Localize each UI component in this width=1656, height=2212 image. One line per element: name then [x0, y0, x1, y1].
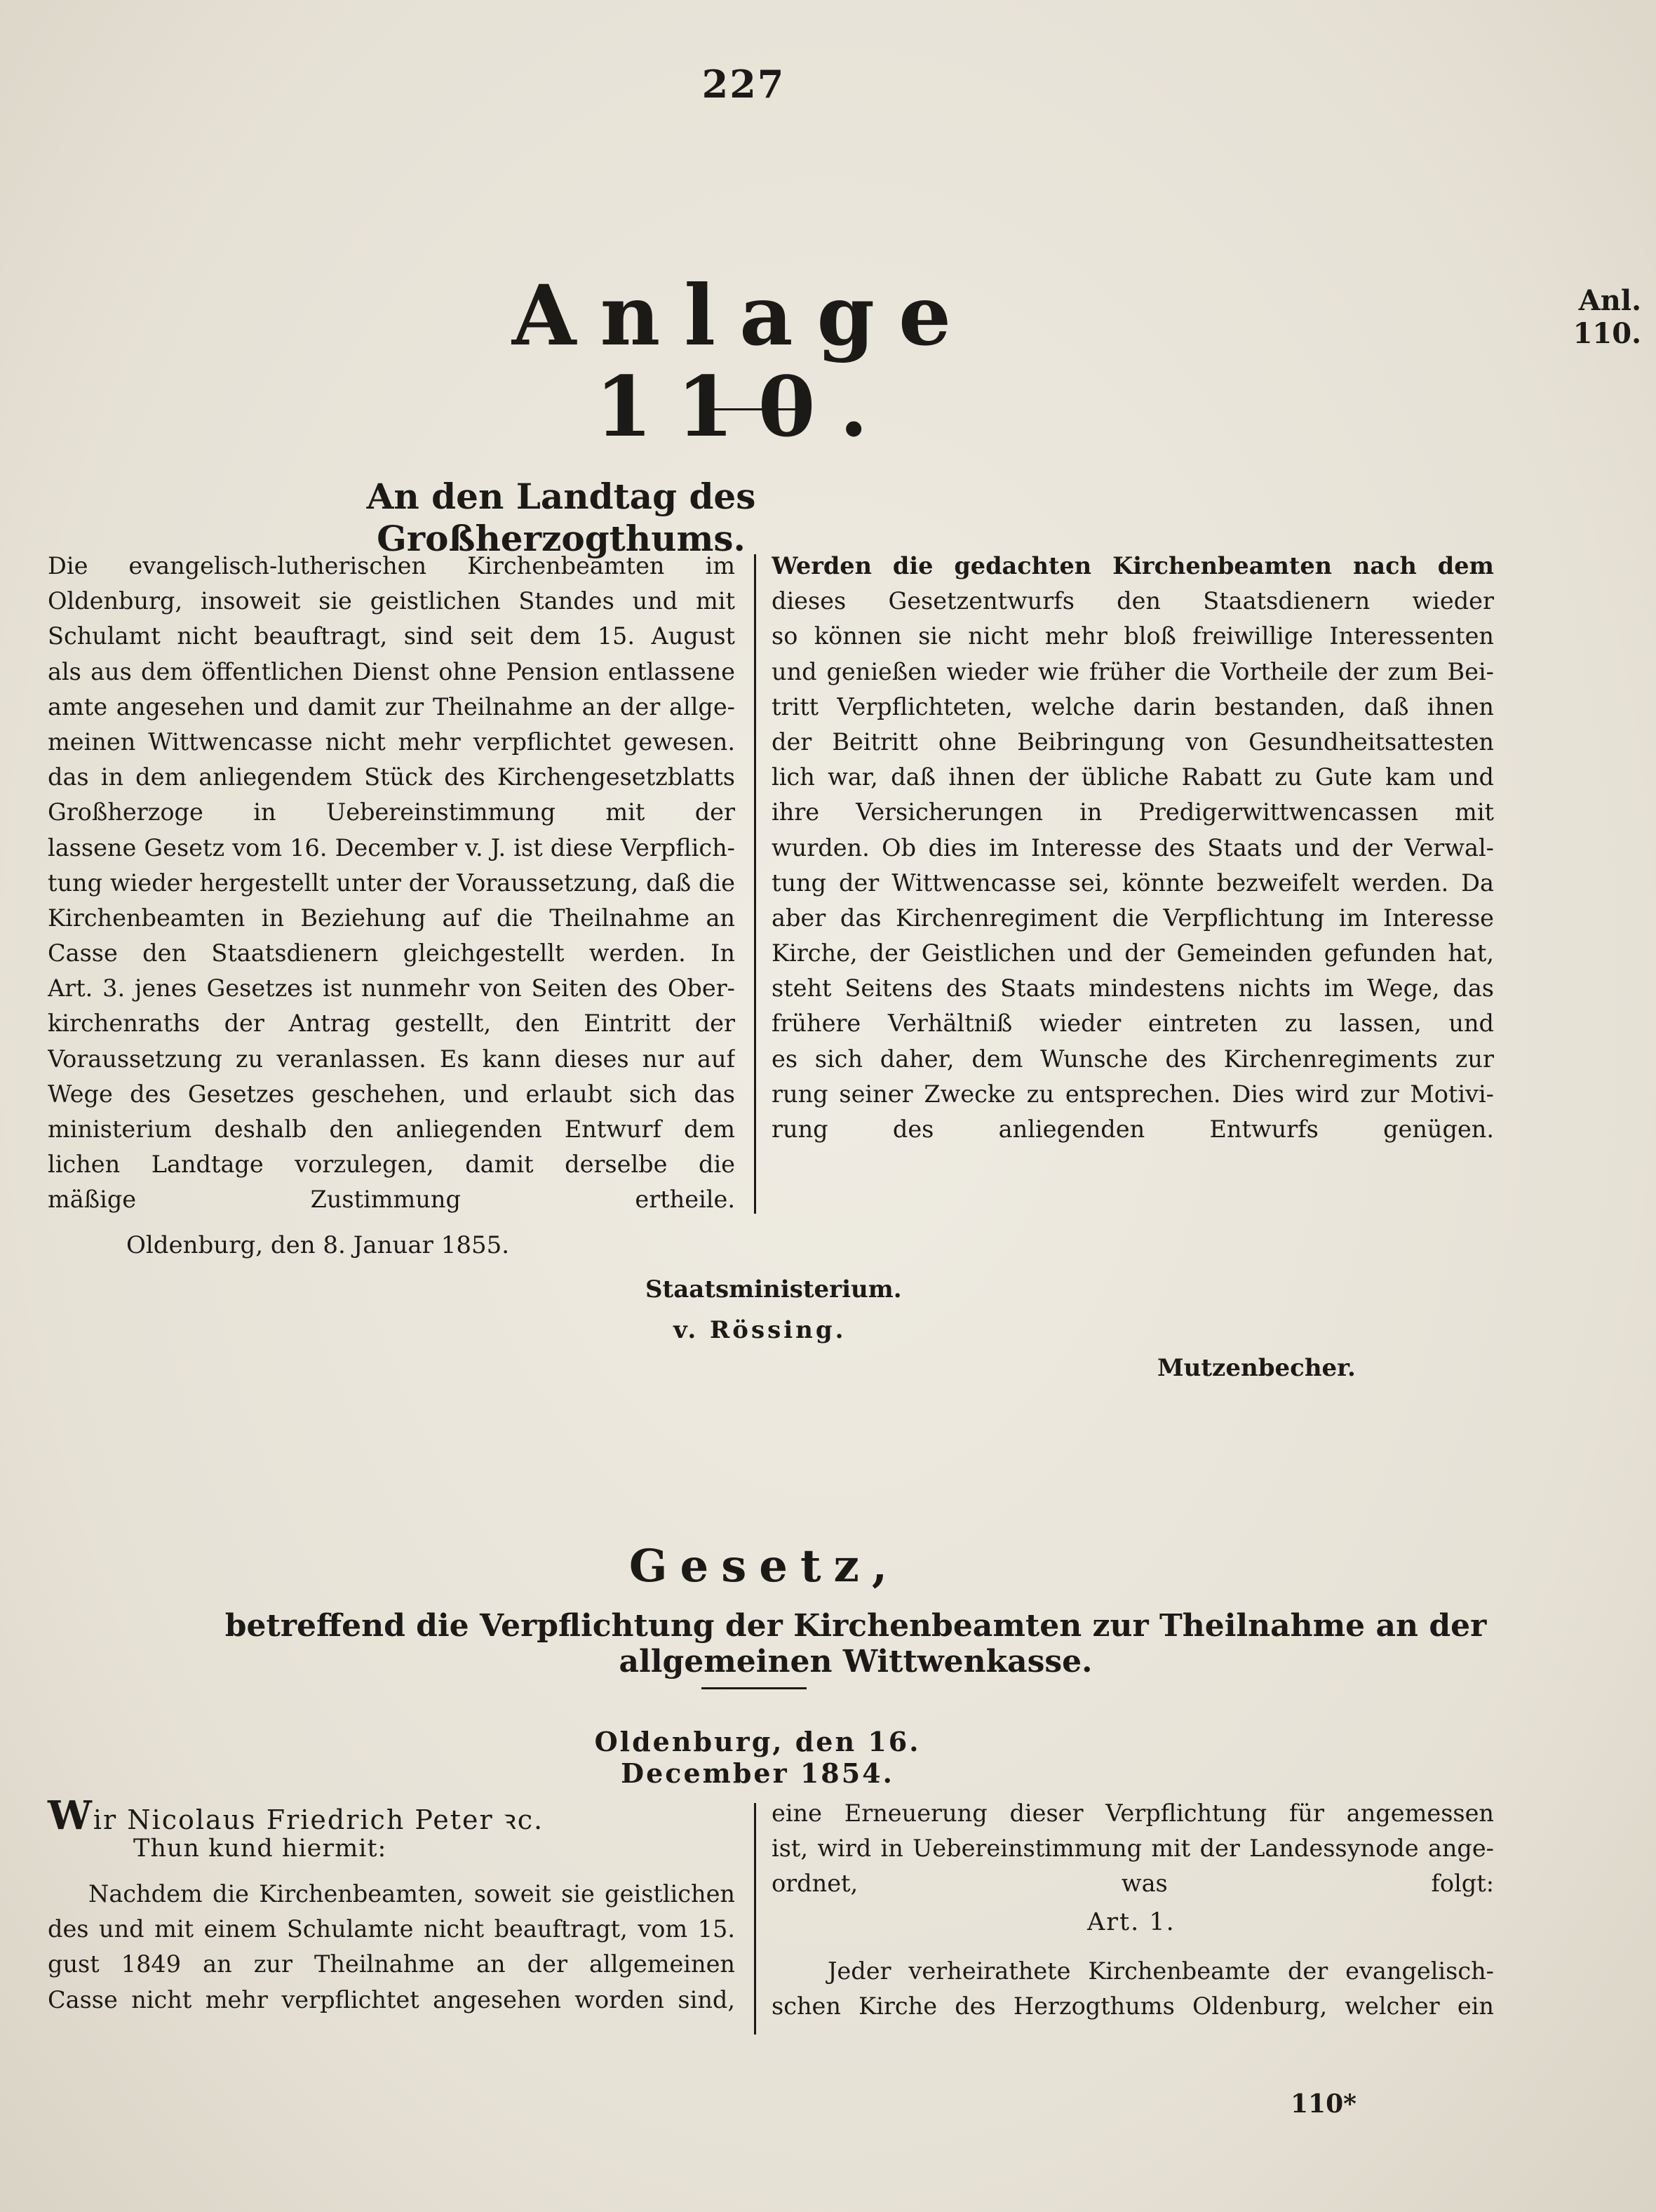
right-line: so können sie nicht mehr bloß freiwillige Interessenten	[772, 622, 1494, 650]
signature-name-2: Mutzenbecher.	[1157, 1354, 1356, 1382]
law-rule	[701, 1687, 807, 1689]
left-line: kirchenraths der Antrag gestellt, den Eintritt der	[48, 1010, 735, 1038]
title-rule	[701, 408, 807, 410]
law-left-column	[48, 1877, 735, 2018]
law-right-line: eine Erneuerung dieser Verpflichtung für angemessen	[772, 1799, 1494, 1827]
law-intro-initial: W	[48, 1792, 93, 1839]
law-left-line: des und mit einem Schulamte nicht beauftragt, vom 15.	[48, 1915, 735, 1943]
left-line: Casse den Staatsdienern gleichgestellt werden. In	[48, 939, 735, 967]
right-line: aber das Kirchenregiment die Verpflichtung im Interesse	[772, 904, 1494, 932]
left-line: Wege des Gesetzes geschehen, und erlaubt sich das	[48, 1080, 735, 1108]
law-intro-text: ir Nicolaus Friedrich Peter ꝛc.	[93, 1804, 544, 1835]
law-subtitle: betreffend die Verpflichtung der Kirchenbeamten zur Theilnahme an der allgemeinen Wittwenkasse.	[224, 1608, 1487, 1680]
right-line: der Beitritt ohne Beibringung von Gesundheitsattesten	[772, 728, 1494, 756]
left-line: Voraussetzung zu veranlassen. Es kann dieses nur auf	[48, 1045, 735, 1073]
left-line: mäßige Zustimmung ertheile.	[48, 1186, 735, 1214]
right-line: tritt Verpflichteten, welche darin bestanden, daß ihnen	[772, 692, 1494, 720]
left-line: Großherzoge in Uebereinstimmung mit der	[48, 798, 735, 826]
law-right-line: ist, wird in Uebereinstimmung mit der Landessynode ange-	[772, 1835, 1494, 1863]
law-left-line: Nachdem die Kirchenbeamten, soweit sie geistlichen	[88, 1880, 735, 1908]
left-line: lassene Gesetz vom 16. December v. J. ist diese Verpflich-	[48, 833, 735, 862]
law-right-column-top	[772, 1796, 1494, 1902]
left-line: Oldenburg, insoweit sie geistlichen Standes und mit	[48, 587, 735, 615]
right-line: Werden die gedachten Kirchenbeamten nach dem	[772, 552, 1494, 579]
right-line: rung seiner Zwecke zu entsprechen. Dies wird zur Motivi-	[772, 1080, 1494, 1108]
left-line: als aus dem öffentlichen Dienst ohne Pension entlassene	[48, 657, 735, 685]
signature-mark: 110*	[1291, 2089, 1357, 2119]
right-line: dieses Gesetzentwurfs den Staatsdienern wieder	[772, 587, 1494, 615]
law-right-line: Jeder verheirathete Kirchenbeamte der evangelisch-	[828, 1957, 1494, 1985]
right-line: es sich daher, dem Wunsche des Kirchenregiments zur	[772, 1045, 1494, 1073]
right-line: und genießen wieder wie früher die Vortheile der zum Bei-	[772, 657, 1494, 685]
law-right-line: schen Kirche des Herzogthums Oldenburg, welcher ein	[772, 1992, 1494, 2020]
law-right-line: ordnet, was folgt:	[772, 1870, 1494, 1898]
law-left-line: Casse nicht mehr verpflichtet angesehen worden sind,	[48, 1985, 735, 2013]
annex-margin-ref: Anl. 110.	[1573, 284, 1641, 350]
right-line: ihre Versicherungen in Predigerwittwencassen mit	[772, 798, 1494, 826]
right-line: rung des anliegenden Entwurfs genügen.	[772, 1115, 1494, 1143]
right-line: wurden. Ob dies im Interesse des Staats und der Verwal-	[772, 833, 1494, 862]
law-date: Oldenburg, den 16. December 1854.	[594, 1726, 921, 1789]
right-line: steht Seitens des Staats mindestens nichts im Wege, das	[772, 974, 1494, 1003]
page-number: 227	[701, 62, 786, 107]
article-heading: Art. 1.	[1087, 1908, 1176, 1936]
law-right-column-bottom	[772, 1954, 1494, 2024]
left-line: Die evangelisch-lutherischen Kirchenbeamten im	[48, 552, 735, 579]
recipient-heading: An den Landtag des Großherzogthums.	[366, 476, 756, 559]
left-line: das in dem anliegendem Stück des Kirchengesetzblatts	[48, 763, 735, 791]
right-column	[772, 549, 1494, 1147]
law-intro	[48, 1792, 544, 1839]
signature-ministry: Staatsministerium.	[645, 1275, 902, 1303]
column-divider-top	[754, 554, 756, 1214]
right-line: tung der Wittwencasse sei, könnte bezweifelt werden. Da	[772, 869, 1494, 897]
annex-title: Anlage 110.	[511, 267, 976, 455]
right-line: lich war, daß ihnen der übliche Rabatt zu Gute kam und	[772, 763, 1494, 791]
left-column	[48, 549, 735, 1218]
left-line: amte angesehen und damit zur Theilnahme an der allge-	[48, 692, 735, 720]
left-line: Art. 3. jenes Gesetzes ist nunmehr von Seiten des Ober-	[48, 974, 735, 1003]
signature-name-1: v. Rössing.	[673, 1316, 847, 1344]
law-title: Gesetz,	[628, 1540, 901, 1593]
law-left-line: gust 1849 an zur Theilnahme an der allgemeinen	[48, 1950, 735, 1978]
column-divider-bottom	[754, 1803, 756, 2035]
left-line: Schulamt nicht beauftragt, sind seit dem 15. August	[48, 622, 735, 650]
left-line: Kirchenbeamten in Beziehung auf die Theilnahme an	[48, 904, 735, 932]
place-date: Oldenburg, den 8. Januar 1855.	[126, 1231, 510, 1259]
left-line: meinen Wittwencasse nicht mehr verpflichtet gewesen.	[48, 728, 735, 756]
left-line: lichen Landtage vorzulegen, damit derselbe die	[48, 1151, 735, 1179]
right-line: frühere Verhältniß wieder eintreten zu lassen, und	[772, 1010, 1494, 1038]
right-line: Kirche, der Geistlichen und der Gemeinden gefunden hat,	[772, 939, 1494, 967]
left-line: ministerium deshalb den anliegenden Entwurf dem	[48, 1115, 735, 1143]
law-heralds: Thun kund hiermit:	[133, 1835, 387, 1863]
left-line: tung wieder hergestellt unter der Voraussetzung, daß die	[48, 869, 735, 897]
